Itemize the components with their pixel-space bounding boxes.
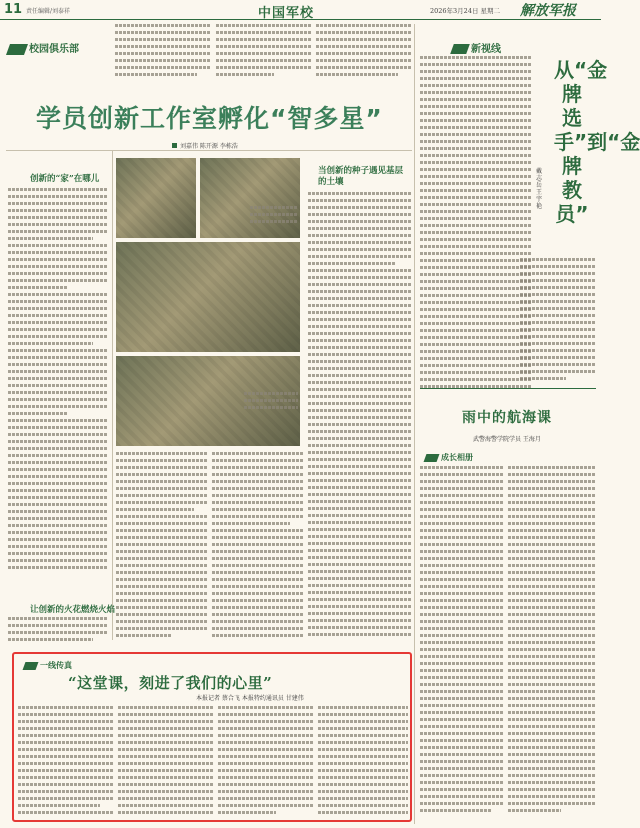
rule: [6, 150, 412, 151]
featured-article-title: “这堂课，刻进了我们的心里”: [68, 674, 273, 692]
photo-caption: [250, 206, 298, 227]
issue-date: 2026年3月24日 星期二: [430, 7, 501, 15]
body-text: [308, 192, 412, 647]
right-author: 戴志岳 王宇艳: [536, 168, 543, 210]
column-rule: [414, 24, 415, 824]
z-mark-icon: [23, 662, 39, 670]
body-text: [420, 56, 532, 386]
page-number: 11: [4, 2, 23, 17]
body-text: [520, 258, 596, 386]
club-label: 校园俱乐部: [8, 40, 79, 55]
body-text: [218, 706, 314, 818]
club-byline: 刘嘉伟 陈开源 李栋浩: [172, 141, 238, 150]
body-text: [118, 706, 214, 818]
z-mark-icon: [450, 44, 470, 54]
growth-album-label: 成长相册: [425, 452, 473, 463]
body-text: [116, 452, 208, 647]
body-text: [18, 706, 114, 818]
editor-line: 责任编辑/刘泰祥: [26, 8, 71, 15]
club-article-title: 学员创新工作室孵化“智多星”: [36, 104, 383, 133]
body-text: [316, 24, 412, 84]
page-header: [0, 0, 601, 20]
body-text: [8, 617, 108, 647]
body-text: [115, 24, 211, 84]
body-text: [216, 24, 312, 84]
photo-caption: [244, 392, 298, 413]
photo: [116, 242, 300, 352]
body-text: [318, 706, 408, 818]
subhead-3: 让创新的火花燃烧火焰: [30, 605, 116, 615]
column-rule: [112, 150, 113, 640]
featured-byline: 本报记者 蔡合飞 本报特约通讯员 甘建伟: [196, 695, 304, 702]
z-mark-icon: [6, 44, 28, 55]
section-title: 中国军校: [258, 6, 315, 21]
frontline-tag: 一线传真: [24, 660, 72, 671]
subhead-2: 当创新的种子遇见基层的土壤: [318, 166, 404, 187]
newspaper-logo: 解放军报: [520, 3, 576, 19]
right-article-title: 从“金牌选手”到“金牌教员”: [554, 58, 640, 226]
subhead-1: 创新的“家”在哪儿: [30, 174, 100, 184]
z-mark-icon: [424, 454, 440, 462]
body-text: [212, 452, 304, 647]
photo: [116, 158, 196, 238]
new-view-label: 新视线: [452, 40, 501, 55]
body-text: [508, 466, 596, 822]
body-text: [420, 466, 504, 822]
body-text: [8, 188, 108, 583]
rain-article-title: 雨中的航海课: [462, 410, 552, 426]
square-icon: [172, 143, 177, 148]
rain-author: 武警海警学院学员 王海月: [473, 436, 541, 443]
